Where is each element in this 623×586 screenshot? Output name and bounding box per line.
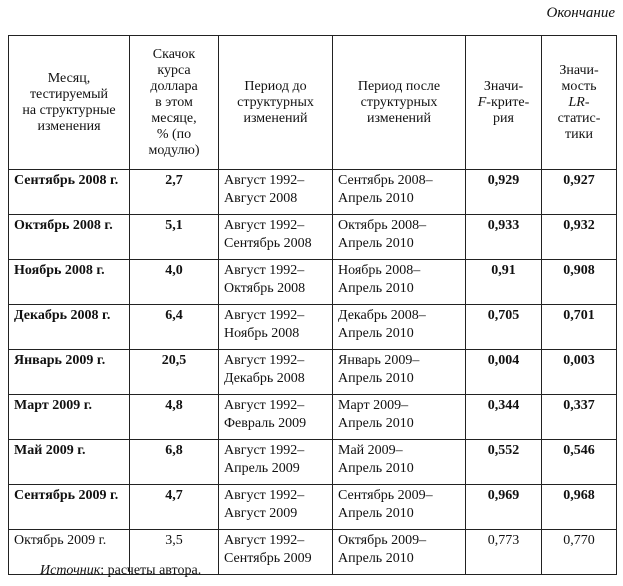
cell-jump: 2,7 — [130, 170, 219, 215]
cell-lr-value: 0,003 — [542, 350, 617, 395]
cell-jump: 5,1 — [130, 215, 219, 260]
cell-lr-value: 0,927 — [542, 170, 617, 215]
cell-period-after: Сентябрь 2009– Апрель 2010 — [333, 485, 466, 530]
cell-jump: 3,5 — [130, 530, 219, 575]
header-jump: Скачок курса доллара в этом месяце, % (по модулю) — [130, 36, 219, 170]
cell-lr-value: 0,968 — [542, 485, 617, 530]
cell-lr-value: 0,770 — [542, 530, 617, 575]
cell-f-value: 0,933 — [466, 215, 542, 260]
cell-month: Март 2009 г. — [9, 395, 130, 440]
cell-lr-value: 0,908 — [542, 260, 617, 305]
cell-f-value: 0,552 — [466, 440, 542, 485]
cell-lr-value: 0,337 — [542, 395, 617, 440]
cell-period-after: Ноябрь 2008– Апрель 2010 — [333, 260, 466, 305]
header-period-before: Период до структурных изменений — [219, 36, 333, 170]
cell-jump: 4,8 — [130, 395, 219, 440]
table-row — [9, 485, 617, 530]
cell-month: Сентябрь 2009 г. — [9, 485, 130, 530]
cell-jump: 4,0 — [130, 260, 219, 305]
data-table — [8, 35, 617, 575]
cell-period-before: Август 1992– Октябрь 2008 — [219, 260, 333, 305]
cell-lr-value: 0,932 — [542, 215, 617, 260]
cell-period-before: Август 1992– Апрель 2009 — [219, 440, 333, 485]
table-row — [9, 395, 617, 440]
cell-jump: 20,5 — [130, 350, 219, 395]
continuation-label: Окончание — [546, 5, 615, 21]
table-row — [9, 305, 617, 350]
cell-lr-value: 0,701 — [542, 305, 617, 350]
cell-jump: 6,4 — [130, 305, 219, 350]
cell-month: Декабрь 2008 г. — [9, 305, 130, 350]
cell-period-before: Август 1992– Август 2009 — [219, 485, 333, 530]
cell-period-after: Март 2009– Апрель 2010 — [333, 395, 466, 440]
cell-month: Май 2009 г. — [9, 440, 130, 485]
header-period-after: Период после структурных изменений — [333, 36, 466, 170]
cell-f-value: 0,773 — [466, 530, 542, 575]
cell-f-value: 0,91 — [466, 260, 542, 305]
header-row — [9, 36, 617, 170]
header-lr-significance: Значи- мость LR- статис- тики — [542, 36, 617, 170]
table-row — [9, 170, 617, 215]
cell-period-before: Август 1992– Сентябрь 2009 — [219, 530, 333, 575]
table-row — [9, 440, 617, 485]
cell-f-value: 0,929 — [466, 170, 542, 215]
cell-jump: 6,8 — [130, 440, 219, 485]
cell-period-before: Август 1992– Февраль 2009 — [219, 395, 333, 440]
cell-jump: 4,7 — [130, 485, 219, 530]
table-row — [9, 215, 617, 260]
cell-period-before: Август 1992– Декабрь 2008 — [219, 350, 333, 395]
source-label: Источник — [40, 563, 101, 578]
header-month: Месяц, тестируемый на структурные изменения — [9, 36, 130, 170]
source-text: : расчеты автора. — [100, 563, 202, 578]
cell-period-before: Август 1992– Август 2008 — [219, 170, 333, 215]
cell-period-after: Декабрь 2008– Апрель 2010 — [333, 305, 466, 350]
cell-month: Сентябрь 2008 г. — [9, 170, 130, 215]
cell-month: Октябрь 2009 г. — [9, 530, 130, 575]
cell-period-after: Октябрь 2008– Апрель 2010 — [333, 215, 466, 260]
table-row — [9, 260, 617, 305]
cell-period-after: Сентябрь 2008– Апрель 2010 — [333, 170, 466, 215]
cell-month: Ноябрь 2008 г. — [9, 260, 130, 305]
cell-period-before: Август 1992– Сентябрь 2008 — [219, 215, 333, 260]
header-f-significance: Значи- F-крите- рия — [466, 36, 542, 170]
cell-period-after: Январь 2009– Апрель 2010 — [333, 350, 466, 395]
cell-period-after: Май 2009– Апрель 2010 — [333, 440, 466, 485]
cell-month: Октябрь 2008 г. — [9, 215, 130, 260]
cell-period-after: Октябрь 2009– Апрель 2010 — [333, 530, 466, 575]
cell-f-value: 0,344 — [466, 395, 542, 440]
cell-f-value: 0,705 — [466, 305, 542, 350]
cell-month: Январь 2009 г. — [9, 350, 130, 395]
cell-f-value: 0,004 — [466, 350, 542, 395]
source-note — [40, 562, 201, 580]
table-row — [9, 350, 617, 395]
cell-lr-value: 0,546 — [542, 440, 617, 485]
cell-period-before: Август 1992– Ноябрь 2008 — [219, 305, 333, 350]
cell-f-value: 0,969 — [466, 485, 542, 530]
